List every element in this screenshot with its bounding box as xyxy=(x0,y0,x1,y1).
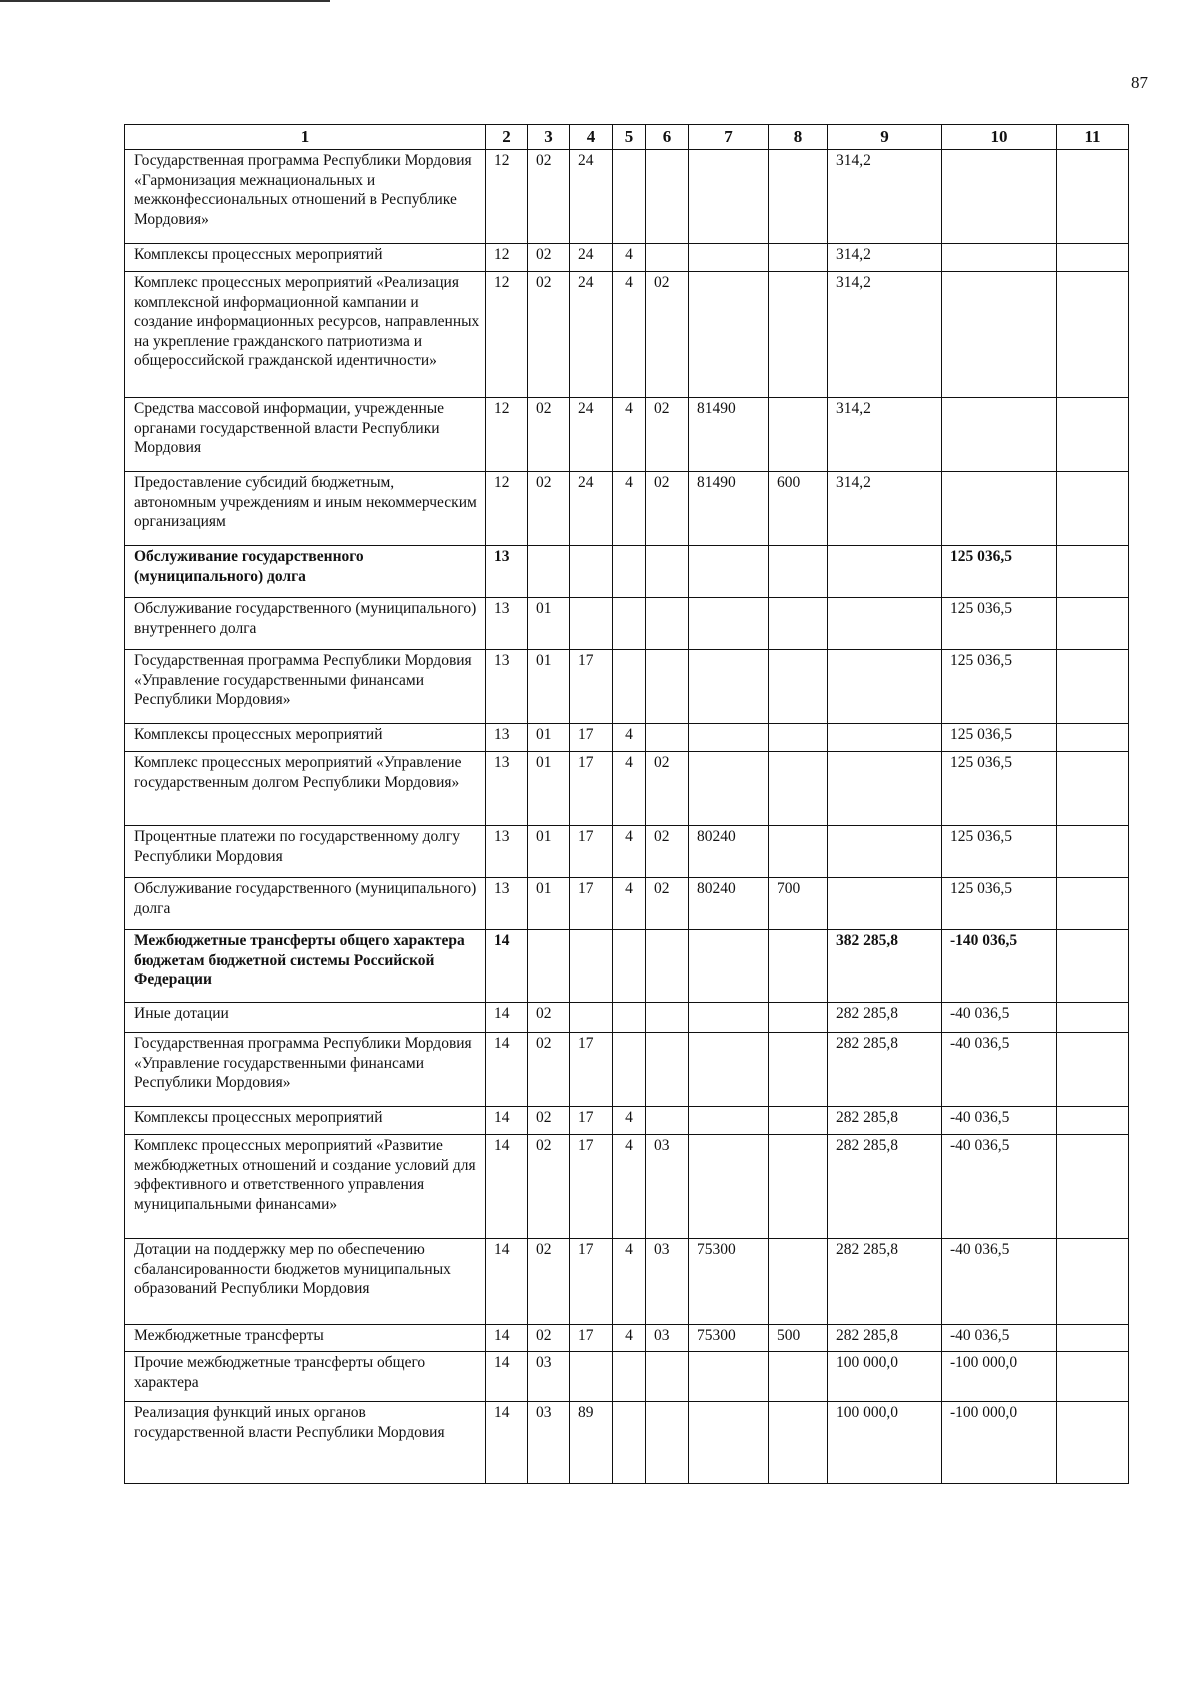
header-col-10: 10 xyxy=(942,125,1057,150)
code-program: 17 xyxy=(570,650,613,724)
code-subsection: 02 xyxy=(528,1135,570,1239)
code-direction xyxy=(689,1135,769,1239)
code-section: 12 xyxy=(486,272,528,398)
code-type xyxy=(613,650,646,724)
table-row xyxy=(125,650,1129,724)
code-direction xyxy=(689,1107,769,1135)
amount-col-9: 314,2 xyxy=(828,398,942,472)
header-col-7: 7 xyxy=(689,125,769,150)
amount-col-10 xyxy=(942,244,1057,272)
code-type: 4 xyxy=(613,826,646,878)
code-expense-type xyxy=(769,650,828,724)
table-row xyxy=(125,1003,1129,1033)
amount-col-9: 282 285,8 xyxy=(828,1325,942,1352)
code-measure: 02 xyxy=(646,826,689,878)
amount-col-10: -40 036,5 xyxy=(942,1033,1057,1107)
code-type: 4 xyxy=(613,1107,646,1135)
row-name: Комплексы процессных мероприятий xyxy=(125,724,486,752)
amount-col-10: -100 000,0 xyxy=(942,1402,1057,1484)
code-direction: 81490 xyxy=(689,472,769,546)
code-type xyxy=(613,150,646,244)
code-subsection xyxy=(528,930,570,1003)
code-measure: 02 xyxy=(646,878,689,930)
amount-col-9 xyxy=(828,878,942,930)
code-type: 4 xyxy=(613,472,646,546)
amount-col-9 xyxy=(828,546,942,598)
code-program: 17 xyxy=(570,1325,613,1352)
table-row xyxy=(125,598,1129,650)
code-section: 13 xyxy=(486,724,528,752)
code-subsection: 02 xyxy=(528,150,570,244)
amount-col-9 xyxy=(828,724,942,752)
code-section: 14 xyxy=(486,1135,528,1239)
row-name: Комплекс процессных мероприятий «Реализация комплексной информационной кампании и создание информационных ресурсов, направленных на укрепление гражданского патриотизма и общероссийской гражданской идентичности» xyxy=(125,272,486,398)
amount-col-9: 100 000,0 xyxy=(828,1402,942,1484)
amount-col-10 xyxy=(942,150,1057,244)
amount-col-9: 314,2 xyxy=(828,150,942,244)
table-row xyxy=(125,472,1129,546)
code-program: 24 xyxy=(570,272,613,398)
code-expense-type: 700 xyxy=(769,878,828,930)
code-section: 14 xyxy=(486,1352,528,1402)
table-row xyxy=(125,1239,1129,1325)
code-direction: 80240 xyxy=(689,878,769,930)
code-expense-type xyxy=(769,1402,828,1484)
header-col-2: 2 xyxy=(486,125,528,150)
code-subsection: 02 xyxy=(528,272,570,398)
code-subsection: 02 xyxy=(528,1033,570,1107)
table-row xyxy=(125,244,1129,272)
code-type xyxy=(613,598,646,650)
code-section: 13 xyxy=(486,598,528,650)
code-measure: 02 xyxy=(646,472,689,546)
amount-col-9: 282 285,8 xyxy=(828,1239,942,1325)
code-measure xyxy=(646,650,689,724)
amount-col-10: 125 036,5 xyxy=(942,826,1057,878)
table-body xyxy=(125,150,1129,1484)
code-direction xyxy=(689,150,769,244)
scan-top-line xyxy=(0,0,330,2)
header-col-9: 9 xyxy=(828,125,942,150)
code-section: 13 xyxy=(486,826,528,878)
amount-col-11 xyxy=(1057,150,1129,244)
amount-col-9: 282 285,8 xyxy=(828,1135,942,1239)
amount-col-11 xyxy=(1057,650,1129,724)
code-expense-type xyxy=(769,752,828,826)
code-expense-type xyxy=(769,1352,828,1402)
amount-col-11 xyxy=(1057,1239,1129,1325)
code-measure xyxy=(646,1107,689,1135)
code-type: 4 xyxy=(613,244,646,272)
amount-col-10: 125 036,5 xyxy=(942,752,1057,826)
row-name: Государственная программа Республики Мордовия «Управление государственными финансами Республики Мордовия» xyxy=(125,1033,486,1107)
amount-col-9: 314,2 xyxy=(828,272,942,398)
code-type xyxy=(613,930,646,1003)
code-type: 4 xyxy=(613,272,646,398)
code-program: 17 xyxy=(570,1107,613,1135)
amount-col-9: 314,2 xyxy=(828,244,942,272)
code-section: 14 xyxy=(486,1239,528,1325)
table-row xyxy=(125,398,1129,472)
code-subsection: 01 xyxy=(528,752,570,826)
page-number: 87 xyxy=(1131,73,1148,92)
code-measure: 03 xyxy=(646,1325,689,1352)
table-row xyxy=(125,1402,1129,1484)
code-program: 89 xyxy=(570,1402,613,1484)
code-direction xyxy=(689,752,769,826)
code-direction xyxy=(689,244,769,272)
amount-col-10: 125 036,5 xyxy=(942,598,1057,650)
table-row xyxy=(125,150,1129,244)
amount-col-10: -140 036,5 xyxy=(942,930,1057,1003)
code-measure xyxy=(646,244,689,272)
table-row xyxy=(125,1352,1129,1402)
table-row xyxy=(125,272,1129,398)
amount-col-11 xyxy=(1057,472,1129,546)
code-type xyxy=(613,1033,646,1107)
amount-col-11 xyxy=(1057,1033,1129,1107)
code-type: 4 xyxy=(613,1239,646,1325)
row-name: Средства массовой информации, учрежденные органами государственной власти Республики Мордовия xyxy=(125,398,486,472)
amount-col-10 xyxy=(942,398,1057,472)
table-row xyxy=(125,878,1129,930)
table-row xyxy=(125,752,1129,826)
code-subsection: 02 xyxy=(528,472,570,546)
code-section: 13 xyxy=(486,878,528,930)
code-section: 12 xyxy=(486,472,528,546)
code-direction: 75300 xyxy=(689,1239,769,1325)
table-row xyxy=(125,1325,1129,1352)
header-col-3: 3 xyxy=(528,125,570,150)
code-subsection: 01 xyxy=(528,724,570,752)
amount-col-9: 314,2 xyxy=(828,472,942,546)
row-name: Межбюджетные трансферты xyxy=(125,1325,486,1352)
code-type: 4 xyxy=(613,1325,646,1352)
amount-col-11 xyxy=(1057,598,1129,650)
amount-col-9: 282 285,8 xyxy=(828,1033,942,1107)
table-row xyxy=(125,826,1129,878)
code-section: 12 xyxy=(486,150,528,244)
header-col-8: 8 xyxy=(769,125,828,150)
code-measure: 02 xyxy=(646,272,689,398)
code-program: 17 xyxy=(570,1033,613,1107)
amount-col-11 xyxy=(1057,826,1129,878)
code-subsection: 01 xyxy=(528,826,570,878)
code-expense-type xyxy=(769,398,828,472)
code-program xyxy=(570,930,613,1003)
code-direction xyxy=(689,724,769,752)
code-type xyxy=(613,1352,646,1402)
code-expense-type xyxy=(769,244,828,272)
code-program: 17 xyxy=(570,752,613,826)
code-program: 24 xyxy=(570,244,613,272)
code-measure: 02 xyxy=(646,398,689,472)
code-section: 14 xyxy=(486,1325,528,1352)
code-subsection: 02 xyxy=(528,1325,570,1352)
code-expense-type xyxy=(769,930,828,1003)
code-program: 17 xyxy=(570,878,613,930)
code-expense-type xyxy=(769,546,828,598)
amount-col-10: -40 036,5 xyxy=(942,1003,1057,1033)
amount-col-10: 125 036,5 xyxy=(942,878,1057,930)
code-program xyxy=(570,1003,613,1033)
amount-col-11 xyxy=(1057,724,1129,752)
code-type: 4 xyxy=(613,752,646,826)
code-subsection: 03 xyxy=(528,1352,570,1402)
amount-col-11 xyxy=(1057,398,1129,472)
table-header-row xyxy=(125,125,1129,150)
code-measure xyxy=(646,930,689,1003)
table-row xyxy=(125,930,1129,1003)
amount-col-10: -100 000,0 xyxy=(942,1352,1057,1402)
code-direction xyxy=(689,1033,769,1107)
code-section: 13 xyxy=(486,752,528,826)
code-type xyxy=(613,546,646,598)
amount-col-11 xyxy=(1057,1107,1129,1135)
code-section: 14 xyxy=(486,1402,528,1484)
code-program: 17 xyxy=(570,826,613,878)
row-name: Дотации на поддержку мер по обеспечению сбалансированности бюджетов муниципальных образований Республики Мордовия xyxy=(125,1239,486,1325)
row-name: Обслуживание государственного (муниципального) долга xyxy=(125,878,486,930)
row-name: Обслуживание государственного (муниципального) долга xyxy=(125,546,486,598)
row-name: Комплексы процессных мероприятий xyxy=(125,1107,486,1135)
code-subsection: 01 xyxy=(528,650,570,724)
amount-col-10: -40 036,5 xyxy=(942,1325,1057,1352)
header-col-1: 1 xyxy=(125,125,486,150)
code-direction xyxy=(689,1352,769,1402)
code-measure xyxy=(646,1003,689,1033)
code-expense-type: 500 xyxy=(769,1325,828,1352)
code-section: 14 xyxy=(486,1033,528,1107)
code-subsection: 02 xyxy=(528,1107,570,1135)
code-measure: 02 xyxy=(646,752,689,826)
amount-col-9: 282 285,8 xyxy=(828,1107,942,1135)
amount-col-11 xyxy=(1057,272,1129,398)
code-measure xyxy=(646,1033,689,1107)
amount-col-10: -40 036,5 xyxy=(942,1239,1057,1325)
row-name: Межбюджетные трансферты общего характера бюджетам бюджетной системы Российской Федерации xyxy=(125,930,486,1003)
code-direction xyxy=(689,650,769,724)
code-section: 12 xyxy=(486,244,528,272)
code-subsection: 02 xyxy=(528,1003,570,1033)
code-measure xyxy=(646,546,689,598)
amount-col-9 xyxy=(828,826,942,878)
code-measure xyxy=(646,598,689,650)
code-subsection: 02 xyxy=(528,244,570,272)
code-type: 4 xyxy=(613,398,646,472)
amount-col-10 xyxy=(942,472,1057,546)
code-section: 14 xyxy=(486,930,528,1003)
code-section: 13 xyxy=(486,546,528,598)
amount-col-10: -40 036,5 xyxy=(942,1107,1057,1135)
amount-col-11 xyxy=(1057,752,1129,826)
code-type: 4 xyxy=(613,878,646,930)
table-row xyxy=(125,1033,1129,1107)
amount-col-10: 125 036,5 xyxy=(942,724,1057,752)
code-direction xyxy=(689,546,769,598)
code-section: 12 xyxy=(486,398,528,472)
code-type: 4 xyxy=(613,1135,646,1239)
amount-col-9: 100 000,0 xyxy=(828,1352,942,1402)
amount-col-10 xyxy=(942,272,1057,398)
code-expense-type xyxy=(769,1107,828,1135)
row-name: Государственная программа Республики Мордовия «Гармонизация межнациональных и межконфессиональных отношений в Республике Мордовия» xyxy=(125,150,486,244)
code-direction xyxy=(689,272,769,398)
amount-col-10: 125 036,5 xyxy=(942,650,1057,724)
code-direction: 81490 xyxy=(689,398,769,472)
code-expense-type xyxy=(769,724,828,752)
amount-col-9 xyxy=(828,650,942,724)
code-program xyxy=(570,598,613,650)
code-direction xyxy=(689,930,769,1003)
header-col-4: 4 xyxy=(570,125,613,150)
code-type xyxy=(613,1003,646,1033)
code-section: 14 xyxy=(486,1003,528,1033)
amount-col-9: 282 285,8 xyxy=(828,1003,942,1033)
row-name: Комплекс процессных мероприятий «Развитие межбюджетных отношений и создание условий для эффективного и ответственного управления муниципальными финансами» xyxy=(125,1135,486,1239)
amount-col-11 xyxy=(1057,1352,1129,1402)
code-type: 4 xyxy=(613,724,646,752)
row-name: Прочие межбюджетные трансферты общего характера xyxy=(125,1352,486,1402)
row-name: Процентные платежи по государственному долгу Республики Мордовия xyxy=(125,826,486,878)
code-direction: 80240 xyxy=(689,826,769,878)
code-expense-type xyxy=(769,1239,828,1325)
code-direction xyxy=(689,1003,769,1033)
code-expense-type xyxy=(769,272,828,398)
header-col-6: 6 xyxy=(646,125,689,150)
row-name: Комплекс процессных мероприятий «Управление государственным долгом Республики Мордовия» xyxy=(125,752,486,826)
code-expense-type xyxy=(769,1003,828,1033)
code-program xyxy=(570,1352,613,1402)
code-expense-type xyxy=(769,1033,828,1107)
code-measure xyxy=(646,724,689,752)
row-name: Комплексы процессных мероприятий xyxy=(125,244,486,272)
code-program xyxy=(570,546,613,598)
code-measure xyxy=(646,1402,689,1484)
code-expense-type xyxy=(769,1135,828,1239)
code-expense-type: 600 xyxy=(769,472,828,546)
code-expense-type xyxy=(769,150,828,244)
row-name: Иные дотации xyxy=(125,1003,486,1033)
code-program: 24 xyxy=(570,150,613,244)
amount-col-10: -40 036,5 xyxy=(942,1135,1057,1239)
code-expense-type xyxy=(769,598,828,650)
code-program: 17 xyxy=(570,724,613,752)
header-col-11: 11 xyxy=(1057,125,1129,150)
code-subsection: 02 xyxy=(528,1239,570,1325)
code-subsection: 01 xyxy=(528,878,570,930)
code-measure: 03 xyxy=(646,1135,689,1239)
row-name: Обслуживание государственного (муниципального) внутреннего долга xyxy=(125,598,486,650)
amount-col-9 xyxy=(828,598,942,650)
row-name: Реализация функций иных органов государственной власти Республики Мордовия xyxy=(125,1402,486,1484)
code-subsection: 01 xyxy=(528,598,570,650)
code-expense-type xyxy=(769,826,828,878)
code-measure xyxy=(646,150,689,244)
amount-col-11 xyxy=(1057,1135,1129,1239)
amount-col-10: 125 036,5 xyxy=(942,546,1057,598)
code-subsection: 03 xyxy=(528,1402,570,1484)
amount-col-9: 382 285,8 xyxy=(828,930,942,1003)
code-program: 17 xyxy=(570,1239,613,1325)
code-section: 14 xyxy=(486,1107,528,1135)
row-name: Государственная программа Республики Мордовия «Управление государственными финансами Республики Мордовия» xyxy=(125,650,486,724)
amount-col-11 xyxy=(1057,878,1129,930)
header-col-5: 5 xyxy=(613,125,646,150)
table-row xyxy=(125,1135,1129,1239)
amount-col-11 xyxy=(1057,1402,1129,1484)
code-measure: 03 xyxy=(646,1239,689,1325)
code-direction: 75300 xyxy=(689,1325,769,1352)
code-subsection xyxy=(528,546,570,598)
code-type xyxy=(613,1402,646,1484)
amount-col-11 xyxy=(1057,244,1129,272)
table-row xyxy=(125,1107,1129,1135)
amount-col-11 xyxy=(1057,1325,1129,1352)
code-subsection: 02 xyxy=(528,398,570,472)
table-row xyxy=(125,724,1129,752)
code-program: 24 xyxy=(570,472,613,546)
code-direction xyxy=(689,1402,769,1484)
code-measure xyxy=(646,1352,689,1402)
table-row xyxy=(125,546,1129,598)
code-direction xyxy=(689,598,769,650)
amount-col-11 xyxy=(1057,930,1129,1003)
code-program: 17 xyxy=(570,1135,613,1239)
amount-col-9 xyxy=(828,752,942,826)
amount-col-11 xyxy=(1057,1003,1129,1033)
row-name: Предоставление субсидий бюджетным, автономным учреждениям и иным некоммерческим организациям xyxy=(125,472,486,546)
amount-col-11 xyxy=(1057,546,1129,598)
budget-table xyxy=(124,124,1129,1484)
code-section: 13 xyxy=(486,650,528,724)
code-program: 24 xyxy=(570,398,613,472)
